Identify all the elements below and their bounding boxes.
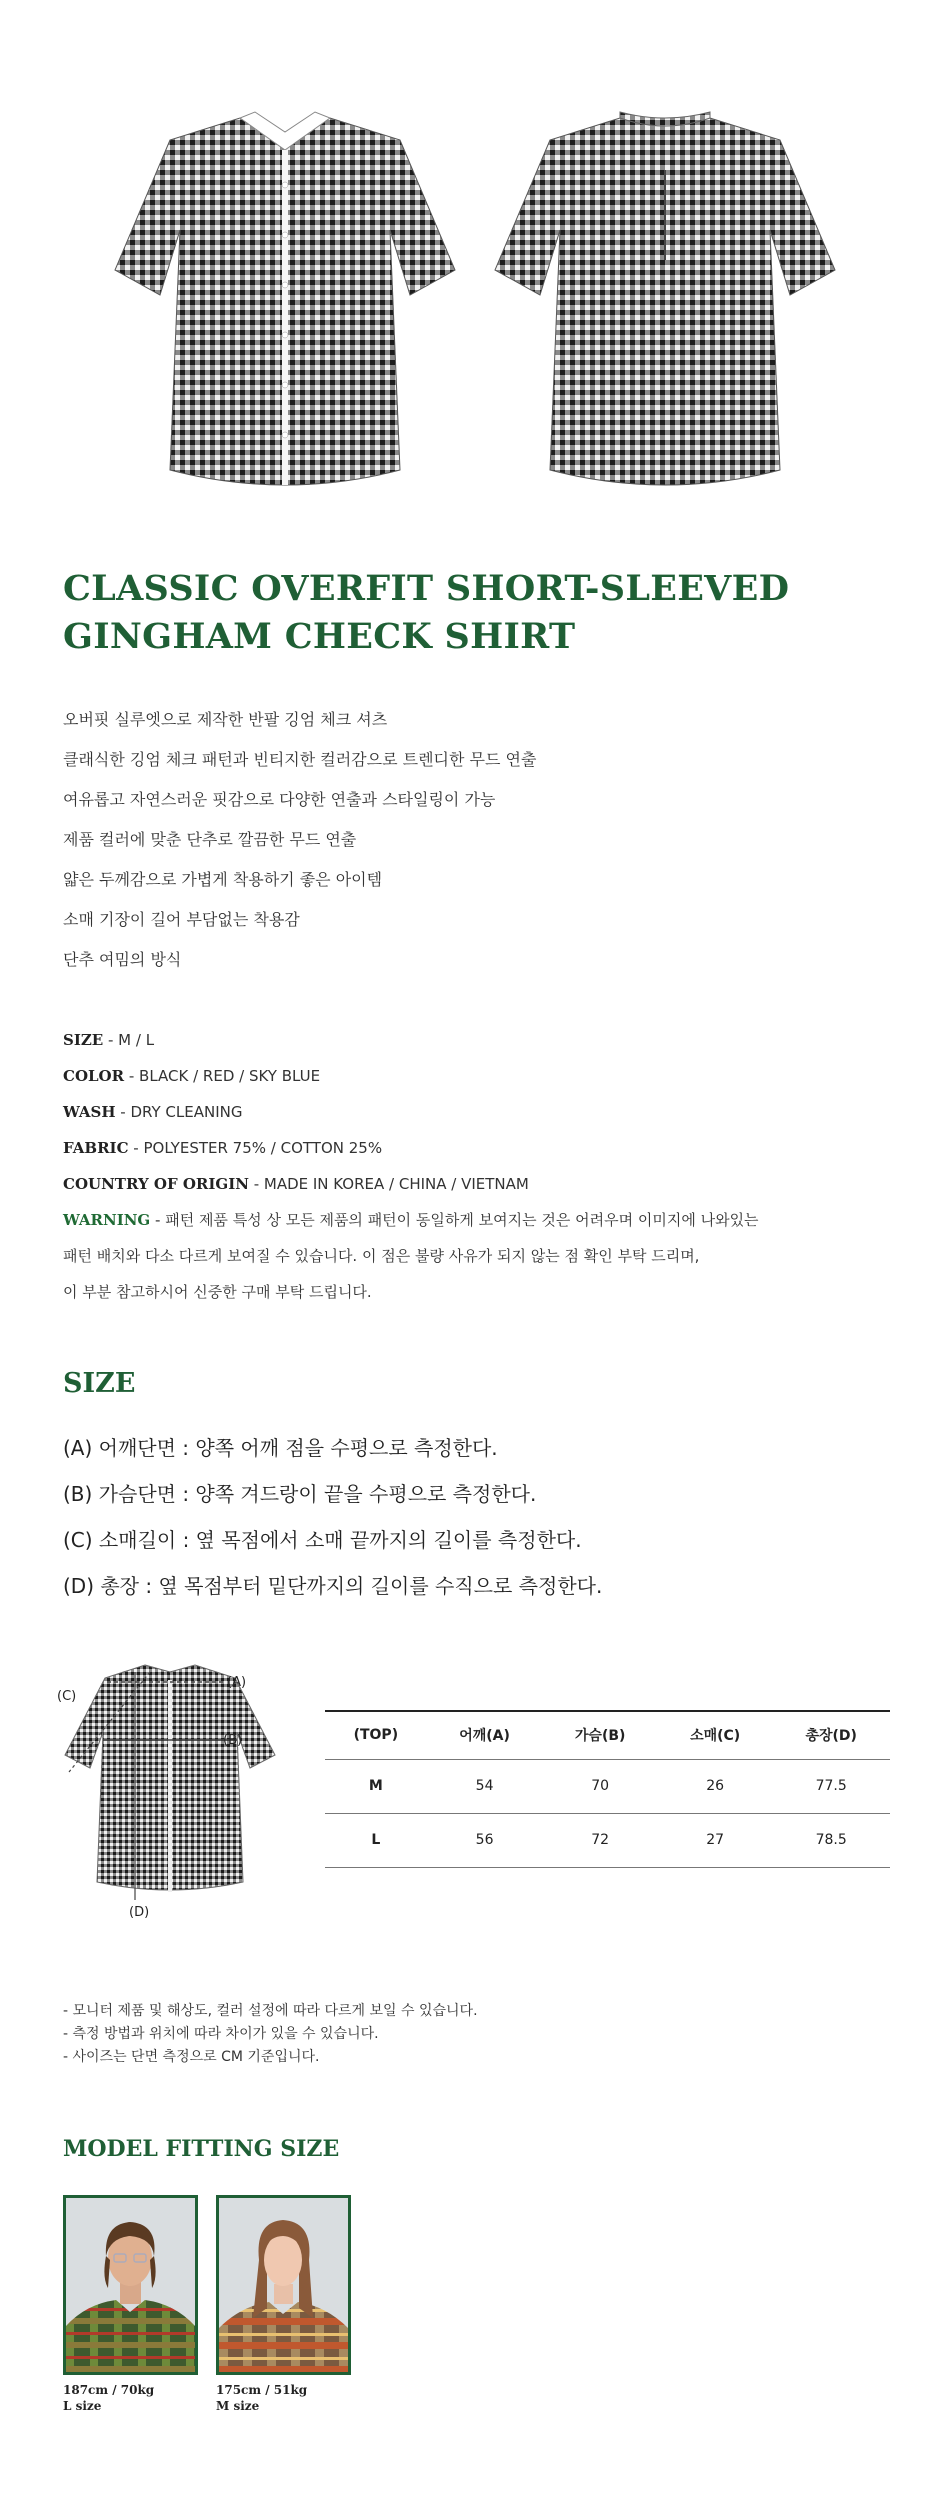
spec-origin <box>63 1166 913 1202</box>
model-photo-female <box>216 2195 351 2375</box>
product-specs <box>63 1022 913 1310</box>
description-line: 소매 기장이 길어 부담없는 착용감 <box>63 910 300 929</box>
table-cell: M <box>325 1759 427 1813</box>
model-size: L size <box>63 2399 102 2413</box>
model-size: M size <box>216 2399 260 2413</box>
shirt-back-image <box>490 110 840 490</box>
warning-line: 이 부분 참고하시어 신중한 구매 부탁 드립니다. <box>63 1283 372 1301</box>
size-notes <box>63 2000 883 2069</box>
table-header-cell: 어깨(A) <box>427 1711 543 1759</box>
table-cell: L <box>325 1813 427 1867</box>
warning-line <box>63 1202 913 1238</box>
description-line: 얇은 두께감으로 가볍게 착용하기 좋은 아이템 <box>63 870 383 889</box>
spec-key: WASH <box>63 1103 116 1121</box>
size-diagram <box>55 1660 295 1920</box>
measure-line-a: (A) 어깨단면 : 양쪽 어깨 점을 수평으로 측정한다. <box>63 1436 498 1460</box>
table-cell: 78.5 <box>772 1813 890 1867</box>
table-cell: 70 <box>542 1759 657 1813</box>
spec-wash <box>63 1094 913 1130</box>
table-header-cell: 소매(C) <box>658 1711 773 1759</box>
table-cell: 56 <box>427 1813 543 1867</box>
diagram-label-b: (B) <box>223 1733 243 1748</box>
spec-fabric <box>63 1130 913 1166</box>
spec-value: - BLACK / RED / SKY BLUE <box>124 1067 321 1085</box>
table-cell: 72 <box>542 1813 657 1867</box>
warning-key: WARNING <box>63 1211 151 1229</box>
table-cell: 26 <box>658 1759 773 1813</box>
table-header-cell: (TOP) <box>325 1711 427 1759</box>
spec-value: - POLYESTER 75% / COTTON 25% <box>128 1139 383 1157</box>
spec-key: COLOR <box>63 1067 125 1085</box>
note-line: - 사이즈는 단면 측정으로 CM 기준입니다. <box>63 2049 320 2065</box>
description-line: 여유롭고 자연스러운 핏감으로 다양한 연출과 스타일링이 가능 <box>63 790 496 809</box>
table-cell: 77.5 <box>772 1759 890 1813</box>
model-card <box>216 2195 351 2414</box>
model-photo-male <box>63 2195 198 2375</box>
model-stats: 175cm / 51kg <box>216 2383 308 2397</box>
warning-text: - 패턴 제품 특성 상 모든 제품의 패턴이 동일하게 보여지는 것은 어려우며 이미지에 나와있는 <box>150 1211 759 1229</box>
table-header-cell: 가슴(B) <box>542 1711 657 1759</box>
spec-size <box>63 1022 913 1058</box>
spec-key: SIZE <box>63 1031 104 1049</box>
description-line: 단추 여밈의 방식 <box>63 950 182 969</box>
model-stats: 187cm / 70kg <box>63 2383 155 2397</box>
warning-notice <box>63 1202 913 1310</box>
spec-key: FABRIC <box>63 1139 129 1157</box>
measure-line-b: (B) 가슴단면 : 양쪽 겨드랑이 끝을 수평으로 측정한다. <box>63 1482 537 1506</box>
measurement-guide <box>63 1425 863 1609</box>
table-cell: 54 <box>427 1759 543 1813</box>
diagram-label-a: (A) <box>227 1675 247 1690</box>
model-caption <box>63 2382 198 2414</box>
model-card <box>63 2195 198 2414</box>
model-fitting-heading: MODEL FITTING SIZE <box>63 2136 340 2162</box>
product-hero <box>0 0 950 540</box>
spec-value: - DRY CLEANING <box>115 1103 243 1121</box>
description-line: 오버핏 실루엣으로 제작한 반팔 깅엄 체크 셔츠 <box>63 710 388 729</box>
model-caption <box>216 2382 351 2414</box>
size-heading: SIZE <box>63 1368 136 1399</box>
spec-value: - MADE IN KOREA / CHINA / VIETNAM <box>248 1175 529 1193</box>
spec-key: COUNTRY OF ORIGIN <box>63 1175 249 1193</box>
note-line: - 측정 방법과 위치에 따라 차이가 있을 수 있습니다. <box>63 2026 379 2042</box>
diagram-label-c: (C) <box>57 1689 77 1704</box>
table-cell: 27 <box>658 1813 773 1867</box>
product-description <box>63 700 883 980</box>
note-line: - 모니터 제품 및 해상도, 컬러 설정에 따라 다르게 보일 수 있습니다. <box>63 2003 478 2019</box>
product-title: CLASSIC OVERFIT SHORT-SLEEVED GINGHAM CHECK SHIRT <box>63 568 790 657</box>
size-table <box>325 1710 890 1868</box>
size-table-header <box>325 1711 890 1759</box>
table-row <box>325 1759 890 1813</box>
spec-color <box>63 1058 913 1094</box>
description-line: 제품 컬러에 맞춘 단추로 깔끔한 무드 연출 <box>63 830 357 849</box>
table-header-cell: 총장(D) <box>772 1711 890 1759</box>
measure-line-c: (C) 소매길이 : 옆 목점에서 소매 끝까지의 길이를 측정한다. <box>63 1528 582 1552</box>
shirt-front-image <box>110 110 460 490</box>
description-line: 클래식한 깅엄 체크 패턴과 빈티지한 컬러감으로 트렌디한 무드 연출 <box>63 750 537 769</box>
spec-value: - M / L <box>103 1031 155 1049</box>
diagram-label-d: (D) <box>129 1905 150 1920</box>
warning-line: 패턴 배치와 다소 다르게 보여질 수 있습니다. 이 점은 불량 사유가 되지 않는 점 확인 부탁 드리며, <box>63 1247 700 1265</box>
measure-line-d: (D) 총장 : 옆 목점부터 밑단까지의 길이를 수직으로 측정한다. <box>63 1574 603 1598</box>
table-row <box>325 1813 890 1867</box>
